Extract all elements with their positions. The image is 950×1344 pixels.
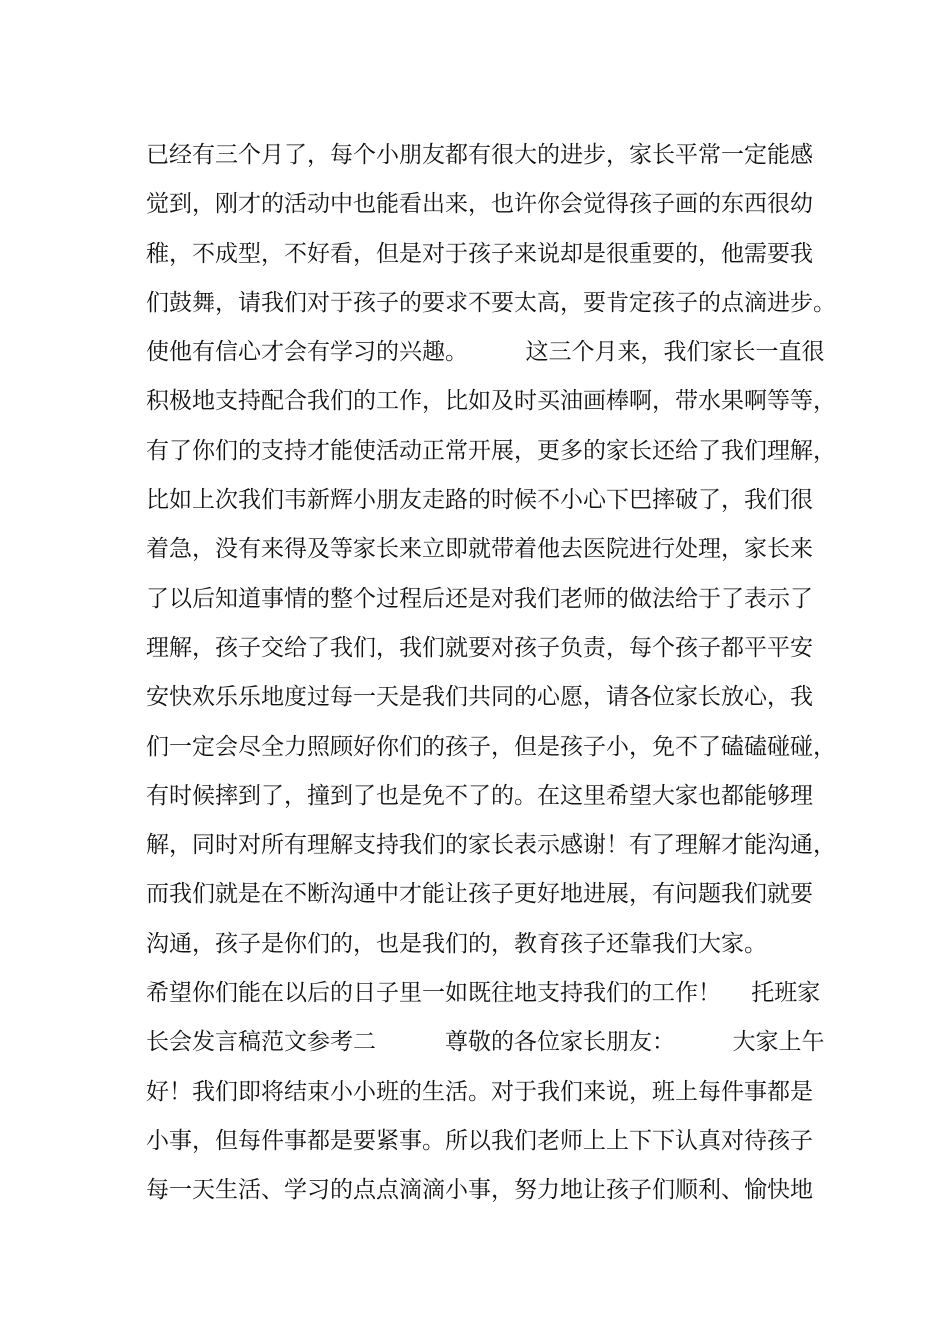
text-line: 小事，但每件事都是要紧事。所以我们老师上上下下认真对待孩子	[146, 1127, 813, 1154]
text-line: 觉到，刚才的活动中也能看出来，也许你会觉得孩子画的东西很幼	[146, 191, 813, 218]
text-line: 比如上次我们韦新辉小朋友走路的时候不小心下巴摔破了，我们很	[146, 487, 813, 514]
text-line: 好！我们即将结束小小班的生活。对于我们来说，班上每件事都是	[146, 1078, 813, 1105]
text-line: 积极地支持配合我们的工作，比如及时买油画棒啊，带水果啊等等，	[146, 388, 836, 415]
text-line: 解，同时对所有理解支持我们的家长表示感谢！有了理解才能沟通，	[146, 832, 836, 859]
text-line: 有了你们的支持才能使活动正常开展，更多的家长还给了我们理解，	[146, 437, 836, 464]
text-line: 希望你们能在以后的日子里一如既往地支持我们的工作！ 托班家	[146, 980, 821, 1007]
text-line: 沟通，孩子是你们的，也是我们的，教育孩子还靠我们大家。	[146, 930, 767, 957]
text-line: 长会发言稿范文参考二 尊敬的各位家长朋友： 大家上午	[146, 1029, 825, 1056]
text-line: 有时候摔到了，撞到了也是免不了的。在这里希望大家也都能够理	[146, 782, 813, 809]
text-line: 着急，没有来得及等家长来立即就带着他去医院进行处理，家长来	[146, 536, 813, 563]
text-line: 们鼓舞，请我们对于孩子的要求不要太高，要肯定孩子的点滴进步。	[146, 289, 836, 316]
text-line: 使他有信心才会有学习的兴趣。 这三个月来，我们家长一直很	[146, 339, 825, 366]
text-line: 了以后知道事情的整个过程后还是对我们老师的做法给于了表示了	[146, 585, 813, 612]
body-text	[146, 131, 846, 1216]
text-line: 理解，孩子交给了我们，我们就要对孩子负责，每个孩子都平平安	[146, 634, 813, 661]
text-line: 们一定会尽全力照顾好你们的孩子，但是孩子小，免不了磕磕碰碰，	[146, 733, 836, 760]
text-line: 而我们就是在不断沟通中才能让孩子更好地进展，有问题我们就要	[146, 881, 813, 908]
text-line: 安快欢乐乐地度过每一天是我们共同的心愿，请各位家长放心，我	[146, 684, 813, 711]
text-line: 每一天生活、学习的点点滴滴小事，努力地让孩子们顺利、愉快地	[146, 1177, 813, 1204]
text-line: 稚，不成型，不好看，但是对于孩子来说却是很重要的，他需要我	[146, 240, 813, 267]
text-line: 已经有三个月了，每个小朋友都有很大的进步，家长平常一定能感	[146, 142, 813, 168]
